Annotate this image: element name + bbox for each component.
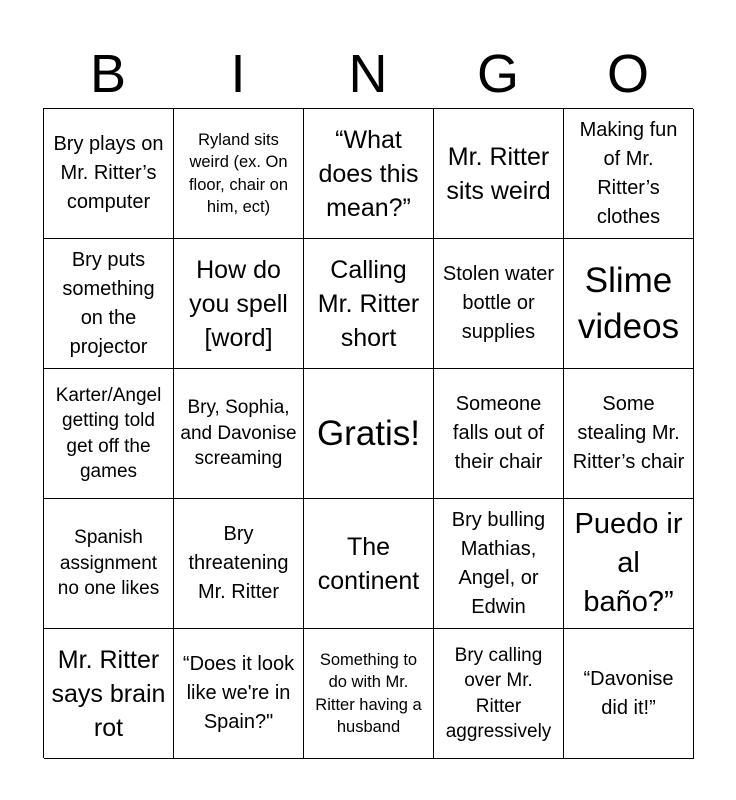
bingo-cell[interactable] [44, 629, 174, 759]
cell-text: Bry, Sophia, and Davonise screaming [180, 397, 297, 470]
cell-text: Mr. Ritter sits weird [446, 142, 551, 205]
cell-text: Bry threatening Mr. Ritter [188, 523, 289, 603]
header-letter-i: I [230, 44, 246, 104]
cell-text: Someone falls out of their chair [452, 393, 545, 473]
bingo-cell[interactable] [434, 369, 564, 499]
bingo-cell[interactable] [564, 109, 694, 239]
cell-text: “Davonise did it!” [583, 667, 674, 719]
bingo-cell[interactable] [564, 369, 694, 499]
cell-text: “Does it look like we're in Spain?" [182, 653, 295, 733]
bingo-cell[interactable] [304, 629, 434, 759]
bingo-cell[interactable] [174, 109, 304, 239]
bingo-cell[interactable] [174, 239, 304, 369]
bingo-cell[interactable] [564, 239, 694, 369]
bingo-cell[interactable] [174, 369, 304, 499]
cell-text: Bry puts something on the projector [62, 248, 155, 358]
bingo-cell[interactable] [434, 109, 564, 239]
bingo-cell[interactable] [434, 239, 564, 369]
header-letter-b: B [89, 44, 127, 104]
bingo-cell[interactable] [434, 499, 564, 629]
cell-text: Karter/Angel getting told get off the games [55, 384, 162, 482]
cell-text: “What does this mean?” [318, 125, 419, 222]
cell-text: How do you spell [word] [189, 255, 288, 352]
bingo-cell[interactable] [174, 499, 304, 629]
bingo-header [43, 40, 693, 108]
cell-text: The continent [317, 532, 420, 595]
cell-text: Something to do with Mr. Ritter having a husband [315, 650, 422, 736]
cell-text: Puedo ir al baño?” [574, 508, 683, 618]
cell-text: Making fun of Mr. Ritter’s clothes [579, 118, 678, 228]
header-letter-o: O [606, 44, 649, 104]
bingo-cell[interactable] [564, 629, 694, 759]
cell-text: Bry calling over Mr. Ritter aggressively [445, 644, 552, 742]
cell-text: Bry bulling Mathias, Angel, or Edwin [451, 508, 546, 618]
cell-text: Spanish assignment no one likes [57, 527, 160, 600]
cell-text: Bry plays on Mr. Ritter’s computer [53, 133, 164, 213]
bingo-cell[interactable] [304, 109, 434, 239]
header-letter-n: N [348, 44, 388, 104]
bingo-cell[interactable] [44, 369, 174, 499]
bingo-cell[interactable] [44, 239, 174, 369]
cell-text: Calling Mr. Ritter short [317, 255, 420, 352]
free-space-text: Gratis! [316, 413, 421, 453]
bingo-cell[interactable] [304, 239, 434, 369]
cell-text: Mr. Ritter says brain rot [51, 645, 166, 742]
cell-text: Stolen water bottle or supplies [442, 263, 555, 343]
bingo-cell[interactable] [174, 629, 304, 759]
cell-text: Slime videos [577, 260, 680, 346]
bingo-cell[interactable] [44, 109, 174, 239]
bingo-cell[interactable] [434, 629, 564, 759]
bingo-board [43, 108, 693, 758]
cell-text: Some stealing Mr. Ritter’s chair [572, 393, 685, 473]
free-space-cell[interactable] [304, 369, 434, 499]
cell-text: Ryland sits weird (ex. On floor, chair on him, ect) [188, 130, 289, 216]
header-letter-g: G [476, 44, 519, 104]
bingo-cell[interactable] [44, 499, 174, 629]
bingo-cell[interactable] [304, 499, 434, 629]
bingo-cell[interactable] [564, 499, 694, 629]
